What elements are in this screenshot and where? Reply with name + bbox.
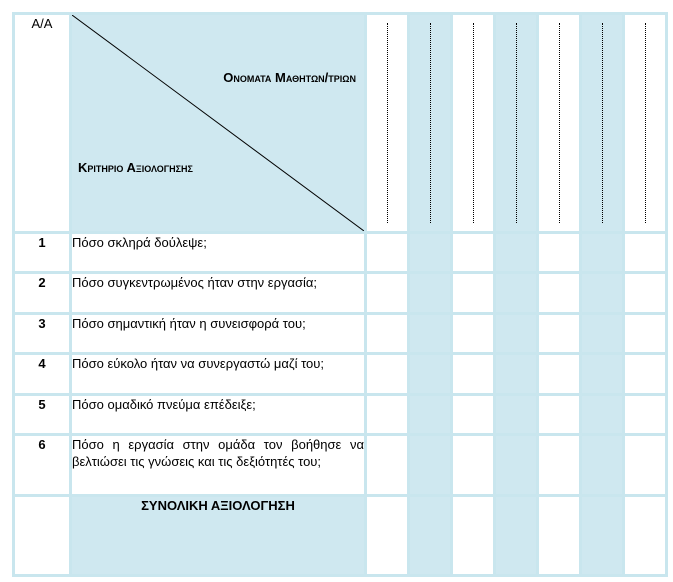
criterion-text: Πόσο εύκολο ήταν να συνεργαστώ μαζί του; bbox=[71, 354, 366, 395]
score-cell[interactable] bbox=[452, 233, 495, 273]
total-score-cell[interactable] bbox=[366, 496, 409, 576]
student-name-cell[interactable] bbox=[366, 14, 409, 233]
dotted-name-line bbox=[559, 23, 560, 223]
score-cell[interactable] bbox=[581, 314, 624, 354]
score-cell[interactable] bbox=[409, 273, 452, 314]
dotted-name-line bbox=[473, 23, 474, 223]
score-cell[interactable] bbox=[409, 314, 452, 354]
total-row bbox=[14, 496, 667, 576]
criterion-text: Πόσο ομαδικό πνεύμα επέδειξε; bbox=[71, 395, 366, 435]
score-cell[interactable] bbox=[452, 354, 495, 395]
table-row bbox=[14, 233, 667, 273]
score-cell[interactable] bbox=[495, 395, 538, 435]
score-cell[interactable] bbox=[452, 395, 495, 435]
score-cell[interactable] bbox=[366, 273, 409, 314]
score-cell[interactable] bbox=[409, 435, 452, 496]
dotted-name-line bbox=[430, 23, 431, 223]
diagonal-divider bbox=[72, 15, 364, 231]
score-cell[interactable] bbox=[624, 233, 667, 273]
score-cell[interactable] bbox=[366, 314, 409, 354]
table-row bbox=[14, 395, 667, 435]
total-label: ΣΥΝΟΛΙΚΗ ΑΞΙΟΛΟΓΗΣΗ bbox=[71, 496, 366, 576]
dotted-name-line bbox=[645, 23, 646, 223]
criterion-number: 1 bbox=[14, 233, 71, 273]
student-name-cell[interactable] bbox=[409, 14, 452, 233]
table-row bbox=[14, 354, 667, 395]
score-cell[interactable] bbox=[452, 273, 495, 314]
diagonal-header-cell bbox=[71, 14, 366, 233]
table-row bbox=[14, 314, 667, 354]
total-score-cell[interactable] bbox=[624, 496, 667, 576]
total-score-cell[interactable] bbox=[409, 496, 452, 576]
score-cell[interactable] bbox=[538, 435, 581, 496]
score-cell[interactable] bbox=[538, 273, 581, 314]
score-cell[interactable] bbox=[624, 314, 667, 354]
score-cell[interactable] bbox=[366, 395, 409, 435]
total-score-cell[interactable] bbox=[495, 496, 538, 576]
dotted-name-line bbox=[516, 23, 517, 223]
score-cell[interactable] bbox=[624, 435, 667, 496]
student-name-cell[interactable] bbox=[624, 14, 667, 233]
student-name-cell[interactable] bbox=[495, 14, 538, 233]
criterion-number: 5 bbox=[14, 395, 71, 435]
table-row bbox=[14, 435, 667, 496]
score-cell[interactable] bbox=[452, 314, 495, 354]
score-cell[interactable] bbox=[366, 354, 409, 395]
criterion-text: Πόσο η εργασία στην ομάδα τον βοήθησε να βελτιώσει τις γνώσεις και τις δεξιότητές του; bbox=[71, 435, 366, 496]
criterion-number: 3 bbox=[14, 314, 71, 354]
score-cell[interactable] bbox=[581, 435, 624, 496]
score-cell[interactable] bbox=[624, 354, 667, 395]
score-cell[interactable] bbox=[495, 273, 538, 314]
score-cell[interactable] bbox=[538, 395, 581, 435]
score-cell[interactable] bbox=[624, 273, 667, 314]
student-name-cell[interactable] bbox=[538, 14, 581, 233]
table-row bbox=[14, 273, 667, 314]
dotted-name-line bbox=[387, 23, 388, 223]
aa-header: Α/Α bbox=[14, 14, 71, 233]
score-cell[interactable] bbox=[452, 435, 495, 496]
score-cell[interactable] bbox=[495, 435, 538, 496]
student-names-label: Ονοματα Μαθητων/τριων bbox=[223, 70, 356, 85]
score-cell[interactable] bbox=[624, 395, 667, 435]
score-cell[interactable] bbox=[581, 233, 624, 273]
score-cell[interactable] bbox=[366, 233, 409, 273]
score-cell[interactable] bbox=[581, 273, 624, 314]
criterion-text: Πόσο σκληρά δούλεψε; bbox=[71, 233, 366, 273]
total-score-cell[interactable] bbox=[538, 496, 581, 576]
score-cell[interactable] bbox=[538, 314, 581, 354]
score-cell[interactable] bbox=[581, 354, 624, 395]
dotted-name-line bbox=[602, 23, 603, 223]
score-cell[interactable] bbox=[409, 354, 452, 395]
score-cell[interactable] bbox=[495, 354, 538, 395]
score-cell[interactable] bbox=[495, 233, 538, 273]
criterion-text: Πόσο συγκεντρωμένος ήταν στην εργασία; bbox=[71, 273, 366, 314]
criterion-number: 2 bbox=[14, 273, 71, 314]
score-cell[interactable] bbox=[409, 395, 452, 435]
criterion-label: Κριτηριο Αξιολογησης bbox=[78, 160, 193, 175]
header-row bbox=[14, 14, 667, 233]
score-cell[interactable] bbox=[538, 354, 581, 395]
score-cell[interactable] bbox=[366, 435, 409, 496]
evaluation-table bbox=[12, 12, 668, 577]
criterion-number: 6 bbox=[14, 435, 71, 496]
score-cell[interactable] bbox=[495, 314, 538, 354]
student-name-cell[interactable] bbox=[581, 14, 624, 233]
student-name-cell[interactable] bbox=[452, 14, 495, 233]
score-cell[interactable] bbox=[581, 395, 624, 435]
total-score-cell[interactable] bbox=[581, 496, 624, 576]
criterion-number: 4 bbox=[14, 354, 71, 395]
total-aa-cell bbox=[14, 496, 71, 576]
criterion-text: Πόσο σημαντική ήταν η συνεισφορά του; bbox=[71, 314, 366, 354]
score-cell[interactable] bbox=[409, 233, 452, 273]
total-score-cell[interactable] bbox=[452, 496, 495, 576]
score-cell[interactable] bbox=[538, 233, 581, 273]
